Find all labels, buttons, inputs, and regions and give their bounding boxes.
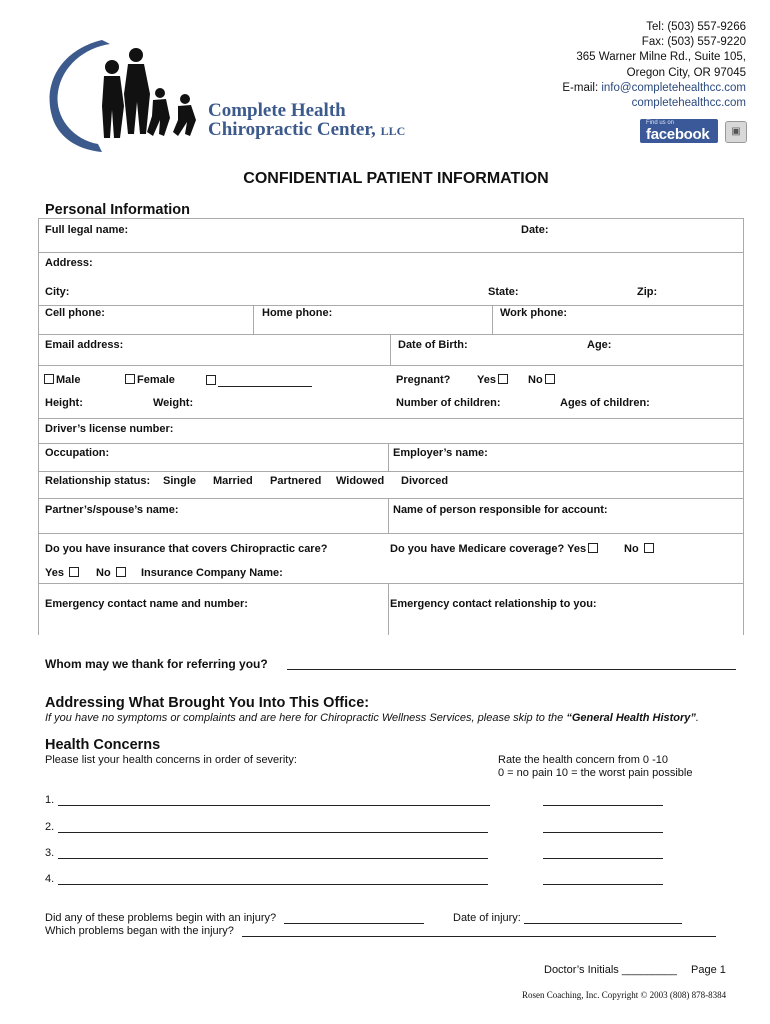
- relationship-label: Relationship status:: [45, 475, 151, 487]
- medicare-no-label: No: [624, 543, 639, 555]
- section-addressing-heading: Addressing What Brought You Into This Office:: [45, 695, 370, 711]
- pregnant-no-label: No: [528, 374, 543, 386]
- concern-3-rating-line[interactable]: [543, 858, 663, 859]
- insurance-question: Do you have insurance that covers Chiropractic care?: [45, 543, 328, 555]
- section-health-heading: Health Concerns: [45, 737, 161, 753]
- relationship-partnered[interactable]: Partnered: [270, 475, 322, 487]
- cell-phone-label: Cell phone:: [45, 307, 105, 319]
- pregnant-yes-label: Yes: [477, 374, 496, 386]
- fax-number: Fax: (503) 557-9220: [641, 36, 746, 49]
- insurance-yes-label: Yes: [45, 567, 64, 579]
- relationship-divorced[interactable]: Divorced: [401, 475, 449, 487]
- female-checkbox[interactable]: [125, 374, 135, 384]
- email-line: E-mail: info@completehealthcc.com: [562, 81, 746, 94]
- email-link[interactable]: info@completehealthcc.com: [601, 81, 746, 94]
- section-personal-heading: Personal Information: [45, 202, 191, 218]
- insurance-no-checkbox[interactable]: [116, 567, 126, 577]
- concern-1-line[interactable]: [58, 805, 490, 806]
- medicare-yes-checkbox[interactable]: [588, 543, 598, 553]
- relationship-single[interactable]: Single: [163, 475, 197, 487]
- medicare-question: Do you have Medicare coverage?: [390, 543, 565, 555]
- concern-3-line[interactable]: [58, 858, 488, 859]
- age-label: Age:: [587, 339, 612, 351]
- pregnant-no-checkbox[interactable]: [545, 374, 555, 384]
- date-label: Date:: [521, 224, 549, 236]
- email-address-label: Email address:: [45, 339, 124, 351]
- insurance-company-label: Insurance Company Name:: [141, 567, 283, 579]
- doctors-initials: Doctor’s Initials _________: [544, 964, 677, 976]
- injury-answer-line[interactable]: [284, 923, 424, 924]
- emergency-relationship-label: Emergency contact relationship to you:: [390, 598, 597, 610]
- referral-label: Whom may we thank for referring you?: [45, 657, 268, 671]
- height-label: Height:: [45, 397, 83, 409]
- health-instruction: Please list your health concerns in order of severity:: [45, 754, 297, 766]
- pregnant-yes-checkbox[interactable]: [498, 374, 508, 384]
- occupation-label: Occupation:: [45, 447, 110, 459]
- female-label: Female: [137, 374, 175, 386]
- injury-question: Did any of these problems begin with an injury?: [45, 912, 277, 924]
- other-gender-checkbox[interactable]: [206, 375, 216, 385]
- company-logo: [40, 36, 210, 156]
- page-number: Page 1: [691, 964, 726, 976]
- relationship-married[interactable]: Married: [213, 475, 253, 487]
- street-address: 365 Warner Milne Rd., Suite 105,: [576, 51, 746, 64]
- male-checkbox[interactable]: [44, 374, 54, 384]
- zip-label: Zip:: [637, 286, 658, 298]
- date-of-injury-label: Date of injury:: [453, 912, 521, 924]
- concern-2-line[interactable]: [58, 832, 488, 833]
- address-label: Address:: [45, 257, 93, 269]
- injury-problems-line[interactable]: [242, 936, 716, 937]
- referral-line[interactable]: [287, 669, 736, 670]
- medicare-yes-label: Yes: [567, 543, 587, 555]
- relationship-widowed[interactable]: Widowed: [336, 475, 385, 487]
- insurance-yes-checkbox[interactable]: [69, 567, 79, 577]
- contact-block: [562, 20, 746, 111]
- phone-number: Tel: (503) 557-9266: [646, 21, 746, 33]
- concern-number: 3.: [45, 847, 55, 859]
- male-label: Male: [56, 374, 81, 386]
- state-label: State:: [488, 286, 519, 298]
- concern-number: 1.: [45, 794, 55, 806]
- concern-2-rating-line[interactable]: [543, 832, 663, 833]
- company-name: Complete Health Chiropractic Center, LLC: [208, 100, 406, 140]
- rate-scale: 0 = no pain 10 = the worst pain possible: [498, 767, 693, 779]
- facebook-icon[interactable]: ▣: [725, 121, 747, 143]
- concern-4-line[interactable]: [58, 884, 488, 885]
- pregnant-label: Pregnant?: [396, 374, 451, 386]
- medicare-no-checkbox[interactable]: [644, 543, 654, 553]
- license-label: Driver’s license number:: [45, 423, 174, 435]
- wellness-note: If you have no symptoms or complaints and are here for Chiropractic Wellness Services, please skip to the “General Health History”.: [45, 712, 699, 724]
- copyright: Rosen Coaching, Inc. Copyright © 2003 (808) 878-8384: [522, 990, 727, 1000]
- concern-number: 4.: [45, 873, 55, 885]
- city-label: City:: [45, 286, 70, 298]
- rate-instruction: Rate the health concern from 0 -10: [498, 754, 668, 766]
- concern-1-rating-line[interactable]: [543, 805, 663, 806]
- ages-children-label: Ages of children:: [560, 397, 650, 409]
- work-phone-label: Work phone:: [500, 307, 568, 319]
- facebook-button[interactable]: Find us on facebook: [640, 119, 718, 143]
- other-gender-line[interactable]: [218, 386, 312, 387]
- page-title: CONFIDENTIAL PATIENT INFORMATION: [243, 170, 549, 187]
- dob-label: Date of Birth:: [398, 339, 468, 351]
- num-children-label: Number of children:: [396, 397, 501, 409]
- date-of-injury-line[interactable]: [524, 923, 682, 924]
- home-phone-label: Home phone:: [262, 307, 333, 319]
- insurance-no-label: No: [96, 567, 111, 579]
- city-address: Oregon City, OR 97045: [626, 66, 746, 79]
- weight-label: Weight:: [153, 397, 194, 409]
- full-name-label: Full legal name:: [45, 224, 129, 236]
- concern-4-rating-line[interactable]: [543, 884, 663, 885]
- partner-name-label: Partner’s/spouse’s name:: [45, 504, 179, 516]
- website-link[interactable]: completehealthcc.com: [631, 97, 746, 110]
- emergency-name-label: Emergency contact name and number:: [45, 598, 248, 610]
- employer-label: Employer’s name:: [393, 447, 488, 459]
- concern-number: 2.: [45, 821, 55, 833]
- injury-problems-question: Which problems began with the injury?: [45, 925, 234, 937]
- responsible-label: Name of person responsible for account:: [393, 504, 608, 516]
